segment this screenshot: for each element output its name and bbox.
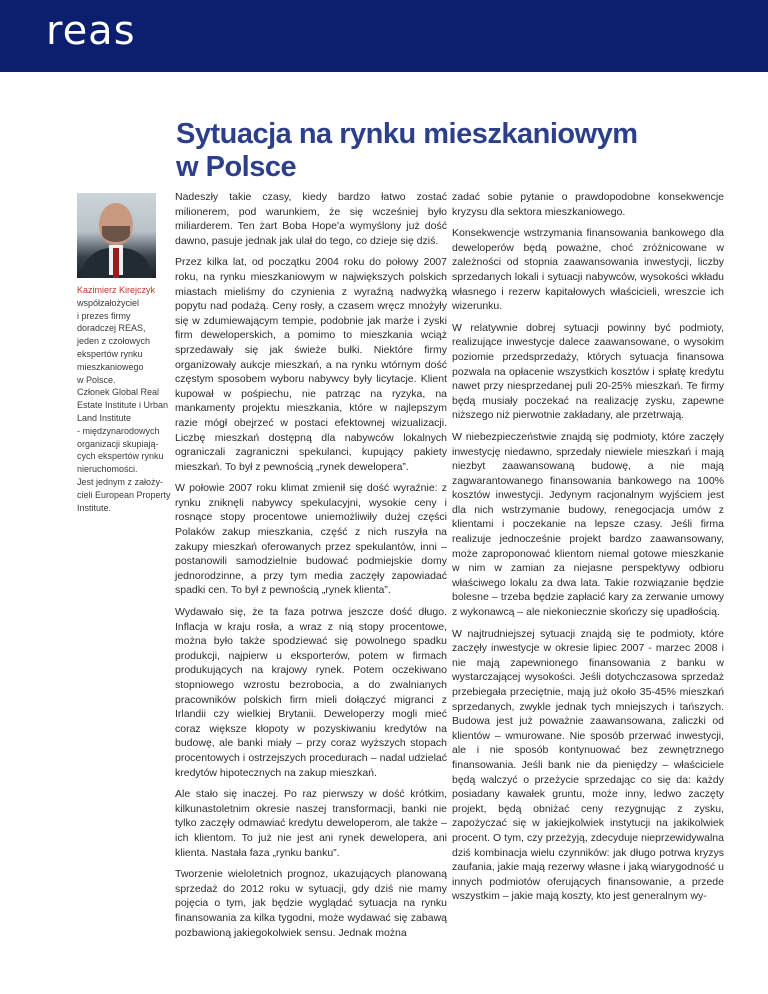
author-bio-line: w Polsce. — [77, 374, 116, 385]
author-bio-line: Jest jednym z założy- — [77, 476, 164, 487]
author-bio-line: i prezes firmy — [77, 310, 131, 321]
article-paragraph: W relatywnie dobrej sytuacji powinny być podmioty, realizujące inwestycje dalece zaawansowane, o wysokim poziomie przedsprzedaży, których sytuacja finansowa pozwala na opłacenie wszystkich kosztów i spłatę kredytu nawet przy niesprzedanej puli 20-25% mieszkań. Te firmy będą musiały poczekać na realizację zysku, zapewne niższego niż pierwotnie zakładany, ale przetrwają. — [452, 321, 724, 422]
author-bio-line: mieszkaniowego — [77, 361, 144, 372]
article-paragraph: zadać sobie pytanie o prawdopodobne konsekwencje kryzysu dla sektora mieszkaniowego. — [452, 191, 724, 218]
author-bio-line: jeden z czołowych — [77, 336, 151, 347]
author-bio-line: cieli European Property — [77, 489, 171, 500]
article-column-right — [452, 190, 724, 911]
author-bio-line: Estate Institute i Urban — [77, 400, 169, 411]
author-name: Kazimierz Kirejczyk — [77, 285, 156, 295]
author-bio-line: Land Institute — [77, 412, 132, 423]
page-title — [176, 118, 716, 184]
author-bio-line: Institute. — [77, 502, 112, 513]
title-line: Sytuacja na rynku mieszkaniowym — [176, 118, 638, 150]
title-line: w Polsce — [176, 151, 297, 183]
article-paragraph: Przez kilka lat, od początku 2004 roku do połowy 2007 roku, na rynku mieszkaniowym w największych polskich miastach mieliśmy do czynienia z wyraźną nadwyżką popytu nad podażą. Ceny rosły, a czasem wręcz mnożyły się w zdumiewającym tempie, podobnie jak marże i zyski firm deweloperskich, a pomimo to mieszkania wciąż sprzedawały się jak świeże bułki. Niektóre firmy organizowały aukcje mieszkań, a na rynku wtórnym dość częstym sposobem wyboru nabywcy były licytacje. Klient kupował w pośpiechu, nie patrząc na ryzyka, na mankamenty projektu mieszkania, które w najlepszym razie mógł obejrzeć w postaci efektownej wizualizacji. Liczbę mieszkań dostępną dla nabywców lokalnych ograniczali zagraniczni spekulanci, kupujący pakiety mieszkań. To był z pewnością „rynek dewelopera”. — [175, 256, 447, 473]
article-column-left — [175, 190, 447, 947]
article-paragraph: W niebezpieczeństwie znajdą się podmioty, które zaczęły inwestycję niedawno, sprzedały niewiele mieszkań i mają niezbyt zaawansowaną budowę, a nie mają zagwarantowanego finansowania bankowego na 100% kosztów inwestycji. Jedynym racjonalnym wyjściem jest dla nich wstrzymanie budowy, renegocjacja umów z klientami i poczekanie na lepsze czasy. Jeśli firma realizuje jednocześnie projekt bardzo zaawansowany, może zaproponować klientom niemal gotowe mieszkanie w nim w zamian za niejasne perspektywy odbioru właściwego lokalu za dwa lata. Takie rozwiązanie będzie bolesne – trzeba będzie zapłacić kary za zerwanie umowy z wykonawcą – ale niekoniecznie skończy się upadłością. — [452, 430, 724, 619]
reas-logo: reas — [46, 8, 136, 54]
article-paragraph: Tworzenie wieloletnich prognoz, ukazujących planowaną sprzedaż do 2012 roku w sytuacji, gdy dziś nie mamy pojęcia o tym, jak będzie wyglądać sytuacja na rynku finansowania za kilka tygodni, może wydawać się zabawą pozbawioną jakiegokolwiek sensu. Jednak można — [175, 868, 447, 939]
author-bio — [77, 284, 169, 514]
article-paragraph: Konsekwencje wstrzymania finansowania bankowego dla deweloperów będą poważne, choć zróżnicowane w zależności od stopnia zaawansowania inwestycji, liczby sprzedanych lokali i sytuacji nabywców, wysokości wkładu własnego i rezerw kapitałowych właścicieli, wreszcie ich wizerunku. — [452, 227, 724, 313]
header-bar — [0, 0, 768, 72]
author-photo — [77, 193, 156, 278]
author-bio-line: cych ekspertów rynku — [77, 451, 164, 462]
author-bio-line: organizacji skupiają- — [77, 438, 159, 449]
author-bio-line: ekspertów rynku — [77, 348, 143, 359]
author-bio-line: doradczej REAS, — [77, 323, 146, 334]
article-paragraph: W najtrudniejszej sytuacji znajdą się te podmioty, które zaczęły inwestycje w okresie lipiec 2007 - marzec 2008 i nie mają zapewnionego finansowania z banku w wystarczającej wysokości. Jeśli dotychczasowa sprzedaż przebiegała przeciętnie, mają już około 35-45% mieszkań sprzedanych, zwykle jednak tych mniejszych i tańszych. Budowa jest już poważnie zaawansowana, zaliczki od klientów – wmurowane. Nie sposób przerwać inwestycji, ale i nie sposób kontynuować bez zewnętrznego finansowania. Jeśli bank nie da pieniędzy – właściciele będą walczyć o przeżycie sprzedając co się da: każdy posiadany kawałek gruntu, może inny, ledwo zaczęty projekt, będą obniżać ceny rezygnując z zysku, zapożyczać się w jakiejkolwiek instytucji na jakikolwiek procent. O tym, czy przeżyją, zdecyduje nieprzewidywalna dziś kombinacja wielu czynników: jak długo potrwa kryzys zaufania, jakie mają rezerwy własne i jaką wiarygodność u innych podmiotów oferujących finansowanie, a przede wszystkim – jakie mają koszty, kto jest generalnym wy- — [452, 627, 724, 903]
author-bio-line: Członek Global Real — [77, 387, 160, 398]
author-bio-line: nieruchomości. — [77, 464, 138, 475]
author-bio-line: - międzynarodowych — [77, 425, 160, 436]
article-paragraph: Wydawało się, że ta faza potrwa jeszcze dość długo. Inflacja w kraju rosła, a wraz z nią stopy procentowe, można było także spodziewać się powolnego spadku produkcji, najpierw u eksporterów, potem w firmach produkujących na krajowy rynek. Potem oczekiwano stopniowego wzrostu bezrobocia, a do zwalnianych pracowników polskich firm mieli dołączyć migranci z Irlandii czy wielkiej Brytanii. Deweloperzy mogli mieć coraz większe kłopoty w pozyskiwaniu kredytów na budowę, ale banki miały – przy coraz wyższych stopach procentowych i ostrzejszych procedurach – nadal udzielać kredytów hipotecznych na zakup mieszkań. — [175, 606, 447, 779]
article-paragraph: W połowie 2007 roku klimat zmienił się dość wyraźnie: z rynku zniknęli nabywcy spekulacyjni, wysokie ceny i rosnące stopy procentowe uniemożliwiły dużej części Polaków zakup mieszkania, część z nich ruszyła na zakupy mieszkań oferowanych przez spekulantów, inni – postanowili samodzielnie budować podmiejskie domy jednorodzinne, a przy tym media zaczęły zapowiadać spadki cen. To był z pewnością „rynek klienta”. — [175, 482, 447, 597]
author-bio-line: współzałożyciel — [77, 297, 140, 308]
article-paragraph: Nadeszły takie czasy, kiedy bardzo łatwo zostać milionerem, pod warunkiem, że się wcześniej było miliarderem. Ten żart Boba Hope'a wymyślony już dość dawno, pasuje jednak jak ulał do tego, co dzieje się dziś. — [175, 191, 447, 247]
article-paragraph: Ale stało się inaczej. Po raz pierwszy w dość krótkim, kilkunastoletnim okresie naszej transformacji, banki nie tylko zaczęły odmawiać kredytu deweloperom, ale także – ich klientom. To już nie jest ani rynek dewelopera, ani klienta. Nastała faza „rynku banku”. — [175, 788, 447, 859]
